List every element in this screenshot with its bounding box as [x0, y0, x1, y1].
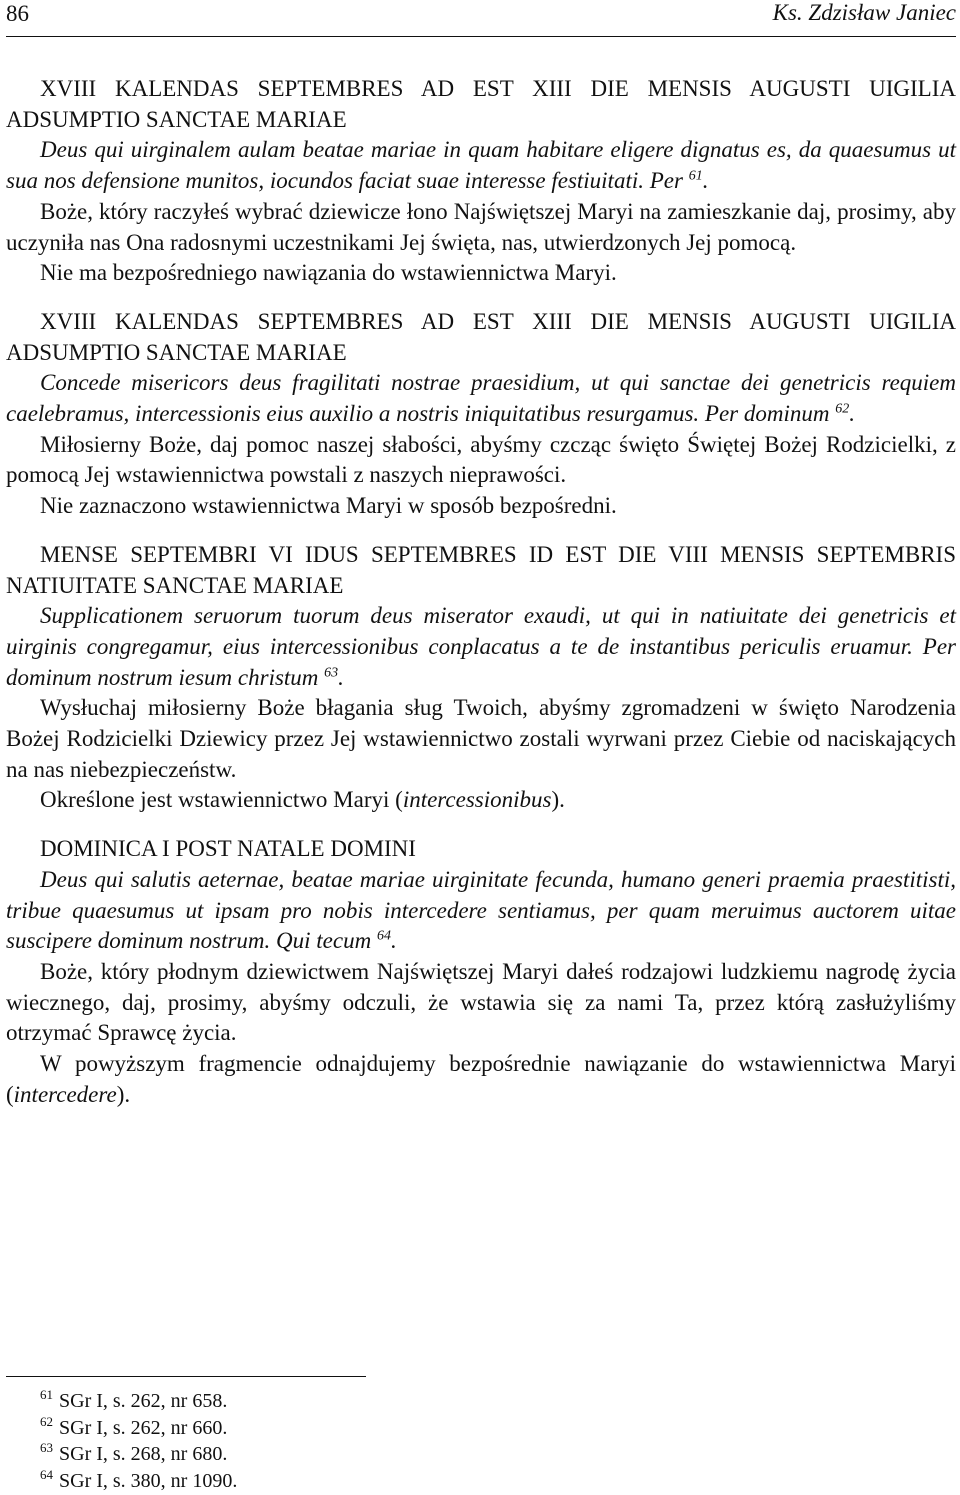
- footnote: [40, 1468, 237, 1495]
- polish-translation: Boże, który płodnym dziewictwem Najświętszej Maryi dałeś rodzajowi ludzkiemu nagrodę życia wiecznego, daj, prosimy, abyśmy odczuli, że wstawia się za nami Ta, przez którą zasłużyliśmy otrzymać Sprawcę życia.: [6, 958, 956, 1046]
- polish-translation: Boże, który raczyłeś wybrać dziewicze łono Najświętszej Maryi na zamieszkanie daj, prosimy, aby uczyniła nas Ona radosnymi uczestnikami Jej święta, nas, utwierdzonych Jej pomocą.: [6, 198, 956, 255]
- footnote-ref: 61: [688, 168, 703, 184]
- prayer-section: [6, 540, 956, 816]
- footnote-text: SGr I, s. 380, nr 1090.: [59, 1469, 238, 1492]
- footnote-text: SGr I, s. 262, nr 660.: [59, 1416, 228, 1439]
- polish-translation: Miłosierny Boże, daj pomoc naszej słabości, abyśmy czcząc święto Świętej Bożej Rodzicielki, z pomocą Jej wstawiennictwa powstali z naszych nieprawości.: [6, 431, 956, 488]
- footnote-number: 61: [40, 1387, 53, 1403]
- section-heading: DOMINICA I POST NATALE DOMINI: [40, 836, 416, 862]
- running-header-author: Ks. Zdzisław Janiec: [772, 0, 956, 25]
- commentary: Określone jest wstawiennictwo Maryi (intercessionibus).: [40, 787, 565, 813]
- header-rule: [6, 36, 956, 37]
- prayer-section: [6, 307, 956, 522]
- footnote-ref: 63: [324, 665, 339, 680]
- section-heading: MENSE SEPTEMBRI VI IDUS SEPTEMBRES ID EST DIE VIII MENSIS SEPTEMBRIS NATIUITATE SANCTAE MARIAE: [6, 541, 956, 598]
- prayer-section: [6, 74, 956, 289]
- footnote-rule: [6, 1376, 366, 1377]
- footnote-number: 64: [40, 1466, 53, 1482]
- footnotes: [40, 1388, 237, 1494]
- footnote: [40, 1388, 237, 1415]
- latin-prayer: Deus qui uirginalem aulam beatae mariae in quam habitare eligere dignatus es, da quaesumus ut sua nos defensione munitos, iocundos faciat suae interesse festiuitati. Per $^{61}$.: [6, 137, 956, 194]
- footnote-text: SGr I, s. 262, nr 658.: [59, 1390, 228, 1412]
- prayer-section: [6, 834, 956, 1110]
- footnote-ref: 64: [376, 928, 391, 944]
- commentary: Nie ma bezpośredniego nawiązania do wstawiennictwa Maryi.: [40, 260, 617, 286]
- latin-prayer: Supplicationem seruorum tuorum deus miserator exaudi, ut qui in natiuitate dei genetricis et uirginis congregamur, eius intercessionibus conplacatus a te de instantibus periculis eruamur. Per dominum nostrum iesum christum $^{63}$.: [6, 603, 956, 690]
- latin-prayer: Deus qui salutis aeternae, beatae mariae uirginitate fecunda, humano generi praemia praestitisti, tribue quaesumus ut ipsam pro nobis intercedere sentiamus, per quam meruimus auctorem uitae suscipere dominum nostrum. Qui tecum $^{64}$.: [6, 866, 956, 954]
- main-text: [6, 74, 956, 1111]
- footnote-number: 63: [40, 1440, 53, 1456]
- commentary: Nie zaznaczono wstawiennictwa Maryi w sposób bezpośredni.: [40, 493, 617, 519]
- latin-prayer: Concede misericors deus fragilitati nostrae praesidium, ut qui sanctae dei genetricis requiem caelebramus, intercessionis eius auxilio a nostris iniquitatibus resurgamus. Per dominum $^{62}$.: [6, 370, 956, 427]
- footnote-text: SGr I, s. 268, nr 680.: [59, 1443, 228, 1465]
- section-heading: XVIII KALENDAS SEPTEMBRES AD EST XIII DIE MENSIS AUGUSTI UIGILIA ADSUMPTIO SANCTAE MARIAE: [6, 76, 956, 132]
- polish-translation: Wysłuchaj miłosierny Boże błagania sług Twoich, abyśmy zgromadzeni w święto Narodzenia Bożej Rodzicielki Dziewicy przez Jej wstawiennictwo zostali wyrwani przez Ciebie od naciskających na nas niebezpieczeństw.: [6, 695, 956, 782]
- page-number: 86: [6, 1, 29, 26]
- section-heading: XVIII KALENDAS SEPTEMBRES AD EST XIII DIE MENSIS AUGUSTI UIGILIA ADSUMPTIO SANCTAE MARIAE: [6, 308, 956, 365]
- running-header: [6, 0, 956, 30]
- footnote: [40, 1441, 237, 1468]
- footnote-ref: 62: [835, 401, 850, 417]
- footnote: [40, 1415, 237, 1442]
- footnote-number: 62: [40, 1413, 53, 1429]
- commentary: W powyższym fragmencie odnajdujemy bezpośrednie nawiązanie do wstawiennictwa Maryi (intercedere).: [6, 1051, 956, 1107]
